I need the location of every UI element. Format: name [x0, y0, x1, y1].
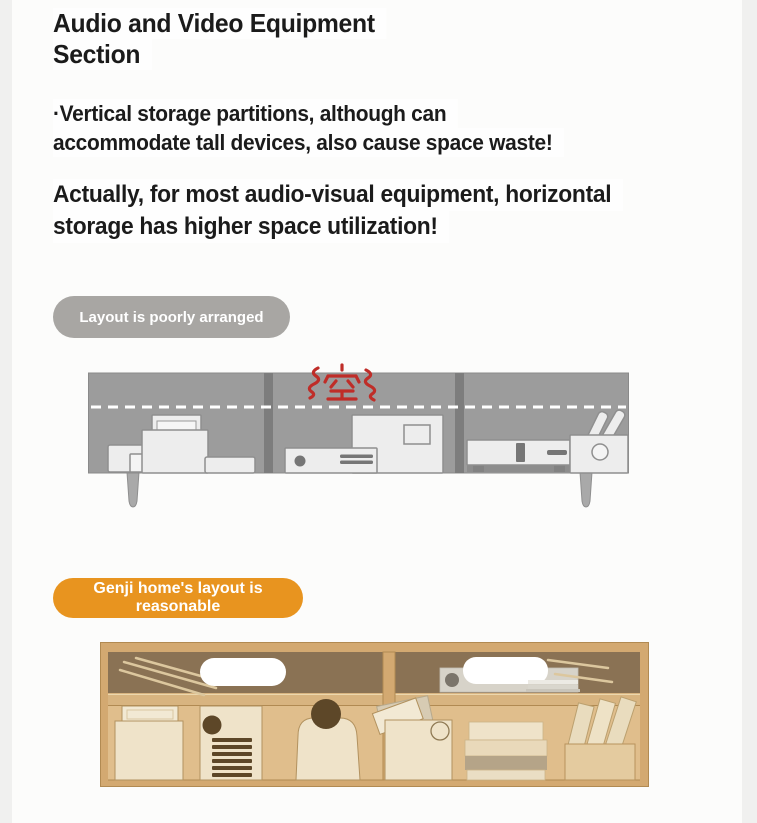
badge-good-layout — [53, 578, 303, 618]
white-device-pill — [463, 657, 548, 684]
paragraph-vertical-storage — [53, 99, 564, 157]
paper-tray — [122, 706, 178, 723]
section-title-line: Section — [53, 39, 152, 70]
badge-good-layout-label: Genji home's layout is reasonable — [93, 580, 263, 615]
illustration-bad-layout — [88, 360, 633, 510]
storage-box-with-papers — [385, 720, 452, 780]
white-device-pill — [200, 658, 286, 686]
vertical-partition — [455, 373, 464, 473]
stacked-boxes — [465, 722, 547, 780]
paragraph-horizontal-storage — [53, 179, 623, 243]
section-title-line: Audio and Video Equipment — [53, 8, 386, 39]
paragraph-line: ·Vertical storage partitions, although can — [53, 99, 458, 128]
lower-left-items — [115, 699, 360, 780]
storage-box — [115, 721, 183, 780]
paragraph-line: Actually, for most audio-visual equipment, horizontal — [53, 179, 623, 211]
badge-poor-layout — [53, 296, 290, 338]
article-card — [12, 0, 742, 823]
paragraph-line: accommodate tall devices, also cause space waste! — [53, 128, 564, 157]
paragraph-line: storage has higher space utilization! — [53, 211, 449, 243]
illustration-good-layout — [100, 640, 650, 790]
vertical-partition — [264, 373, 273, 473]
badge-poor-layout-label: Layout is poorly arranged — [79, 308, 264, 326]
cabinet-legs — [127, 472, 592, 507]
section-title — [53, 8, 386, 70]
